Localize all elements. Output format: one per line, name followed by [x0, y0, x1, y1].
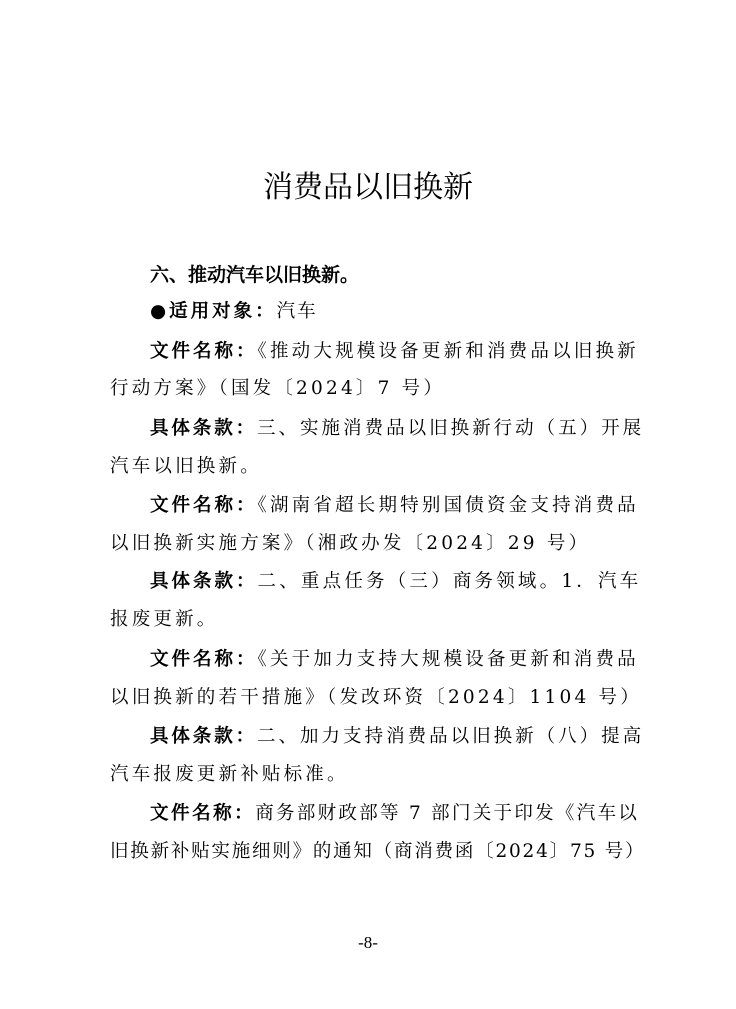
entry-text: 《湖南省超长期特别国债资金支持消费品 — [257, 495, 639, 516]
entry-text: 三、实施消费品以旧换新行动（五）开展 — [257, 418, 645, 439]
entry-line — [150, 414, 645, 440]
entry-text: 《推动大规模设备更新和消费品以旧换新 — [257, 341, 639, 362]
entry-continuation: 旧换新补贴实施细则》的通知（商消费函〔2024〕75 号） — [110, 841, 646, 862]
entry-line — [150, 337, 640, 363]
entry-continuation: 汽车报废更新补贴标准。 — [110, 764, 349, 785]
entry-line — [150, 645, 640, 671]
entry-continuation: 行动方案》（国发〔2024〕7 号） — [110, 378, 446, 399]
page-number: -8- — [358, 933, 378, 952]
scope-line — [150, 297, 640, 323]
page-title: 消费品以旧换新 — [263, 170, 473, 205]
entry-continuation: 以旧换新的若干措施》（发改环资〔2024〕1104 号） — [110, 687, 642, 708]
section-heading: 六、推动汽车以旧换新。 — [150, 264, 360, 286]
entry-text: 二、加力支持消费品以旧换新（八）提高 — [257, 726, 645, 747]
entry-line — [150, 491, 640, 517]
entry-label: 文件名称： — [150, 341, 258, 362]
entry-line — [150, 722, 645, 748]
entry-label: 文件名称： — [150, 803, 256, 824]
entry-line — [150, 567, 640, 593]
entry-text: 《关于加力支持大规模设备更新和消费品 — [257, 649, 639, 670]
entry-text: 商务部财政部等 7 部门关于印发《汽车以 — [255, 803, 640, 824]
entry-label: 具体条款： — [150, 726, 258, 747]
entry-continuation: 以旧换新实施方案》（湘政办发〔2024〕29 号） — [110, 533, 591, 554]
entry-label: 具体条款： — [150, 571, 258, 592]
entry-label: 文件名称： — [150, 495, 258, 516]
entry-label: 文件名称： — [150, 649, 258, 670]
scope-label: ●适用对象： — [150, 301, 277, 322]
entry-continuation: 汽车以旧换新。 — [110, 456, 262, 477]
scope-value: 汽车 — [276, 301, 318, 322]
entry-label: 具体条款： — [150, 418, 258, 439]
entry-continuation: 报废更新。 — [110, 609, 219, 630]
entry-text: 二、重点任务（三）商务领域。1．汽车 — [257, 571, 642, 592]
entry-line — [150, 799, 640, 825]
